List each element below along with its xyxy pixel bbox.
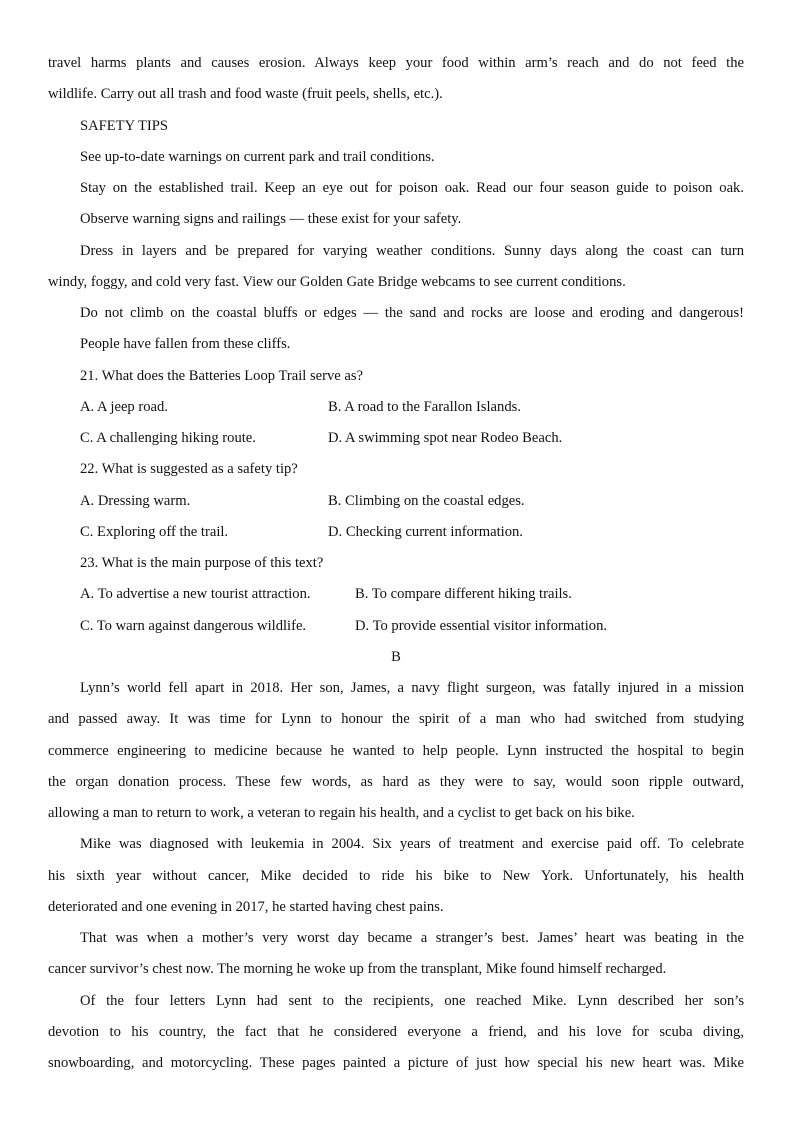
safety-tip-3: Observe warning signs and railings — these exist for your safety.	[80, 211, 462, 228]
question-21-row-cd	[48, 423, 744, 454]
passage-b-p3-line-2: cancer survivor’s chest now. The morning he woke up from the transplant, Mike found himself recharged.	[48, 961, 667, 978]
safety-tip-5-line-1: Do not climb on the coastal bluffs or edges — the sand and rocks are loose and eroding and dangerous!	[80, 305, 744, 321]
question-21-row-ab	[48, 392, 744, 423]
question-22-option-c[interactable]: C. Exploring off the trail.	[80, 523, 229, 540]
question-21-option-c[interactable]: C. A challenging hiking route.	[80, 430, 256, 446]
passage-b-p1-line-3: commerce engineering to medicine because he wanted to help people. Lynn instructed the hospital to begin	[48, 742, 744, 759]
question-22-stem: 22. What is suggested as a safety tip?	[80, 461, 298, 478]
question-23-option-c[interactable]: C. To warn against dangerous wildlife.	[80, 617, 307, 634]
question-21-option-d[interactable]: D. A swimming spot near Rodeo Beach.	[328, 430, 563, 446]
question-21-stem: 21. What does the Batteries Loop Trail serve as?	[80, 367, 364, 384]
question-22-option-a[interactable]: A. Dressing warm.	[80, 492, 191, 509]
question-22-row-ab	[48, 486, 744, 517]
safety-tip-5-line-2: People have fallen from these cliffs.	[80, 336, 291, 353]
question-23-row-cd	[48, 611, 744, 642]
question-22-option-b[interactable]: B. Climbing on the coastal edges.	[328, 492, 525, 509]
question-23-row-ab	[48, 579, 744, 610]
section-b-heading: B	[391, 648, 401, 665]
question-23-option-d[interactable]: D. To provide essential visitor information.	[355, 617, 608, 634]
passage-b-p2-line-2: his sixth year without cancer, Mike decided to ride his bike to New York. Unfortunately, his health	[48, 867, 744, 884]
safety-tip-2: Stay on the established trail. Keep an eye out for poison oak. Read our four season guide to poison oak.	[80, 180, 744, 196]
passage-b-p4-line-1: Of the four letters Lynn had sent to the recipients, one reached Mike. Lynn described her son’s	[80, 992, 744, 1009]
question-23-option-a[interactable]: A. To advertise a new tourist attraction.	[80, 586, 311, 603]
intro-line-2: wildlife. Carry out all trash and food waste (fruit peels, shells, etc.).	[48, 86, 443, 103]
safety-tip-4-line-1: Dress in layers and be prepared for varying weather conditions. Sunny days along the coast can turn	[80, 242, 744, 259]
question-21-option-a[interactable]: A. A jeep road.	[80, 398, 168, 415]
passage-b-p2-line-3: deteriorated and one evening in 2017, he started having chest pains.	[48, 898, 444, 915]
passage-b-p1-line-4: the organ donation process. These few words, as hard as they were to say, would soon ripple outward,	[48, 773, 744, 790]
intro-line-1: travel harms plants and causes erosion. Always keep your food within arm’s reach and do not feed the	[48, 55, 744, 71]
question-23-option-b[interactable]: B. To compare different hiking trails.	[355, 586, 572, 603]
passage-b-p1-line-2: and passed away. It was time for Lynn to honour the spirit of a man who had switched from studying	[48, 711, 744, 728]
safety-tips-heading: SAFETY TIPS	[80, 117, 168, 134]
passage-b-p4-line-3: snowboarding, and motorcycling. These pages painted a picture of just how special his new heart was. Mike	[48, 1055, 744, 1071]
safety-tip-4-line-2: windy, foggy, and cold very fast. View our Golden Gate Bridge webcams to see current conditions.	[48, 273, 626, 290]
passage-b-p1-line-1: Lynn’s world fell apart in 2018. Her son, James, a navy flight surgeon, was fatally injured in a mission	[80, 680, 744, 696]
question-23-stem: 23. What is the main purpose of this text?	[80, 555, 324, 571]
passage-b-p1-line-5: allowing a man to return to work, a veteran to regain his health, and a cyclist to get back on his bike.	[48, 805, 635, 821]
question-22-row-cd	[48, 517, 744, 548]
passage-b-p4-line-2: devotion to his country, the fact that he considered everyone a friend, and his love for scuba diving,	[48, 1023, 744, 1040]
question-22-option-d[interactable]: D. Checking current information.	[328, 523, 523, 540]
question-21-option-b[interactable]: B. A road to the Farallon Islands.	[328, 398, 521, 415]
safety-tip-1: See up-to-date warnings on current park and trail conditions.	[80, 148, 435, 165]
passage-b-p2-line-1: Mike was diagnosed with leukemia in 2004. Six years of treatment and exercise paid off. To celebrate	[80, 836, 744, 853]
passage-b-p3-line-1: That was when a mother’s very worst day became a stranger’s best. James’ heart was beating in the	[80, 930, 744, 946]
